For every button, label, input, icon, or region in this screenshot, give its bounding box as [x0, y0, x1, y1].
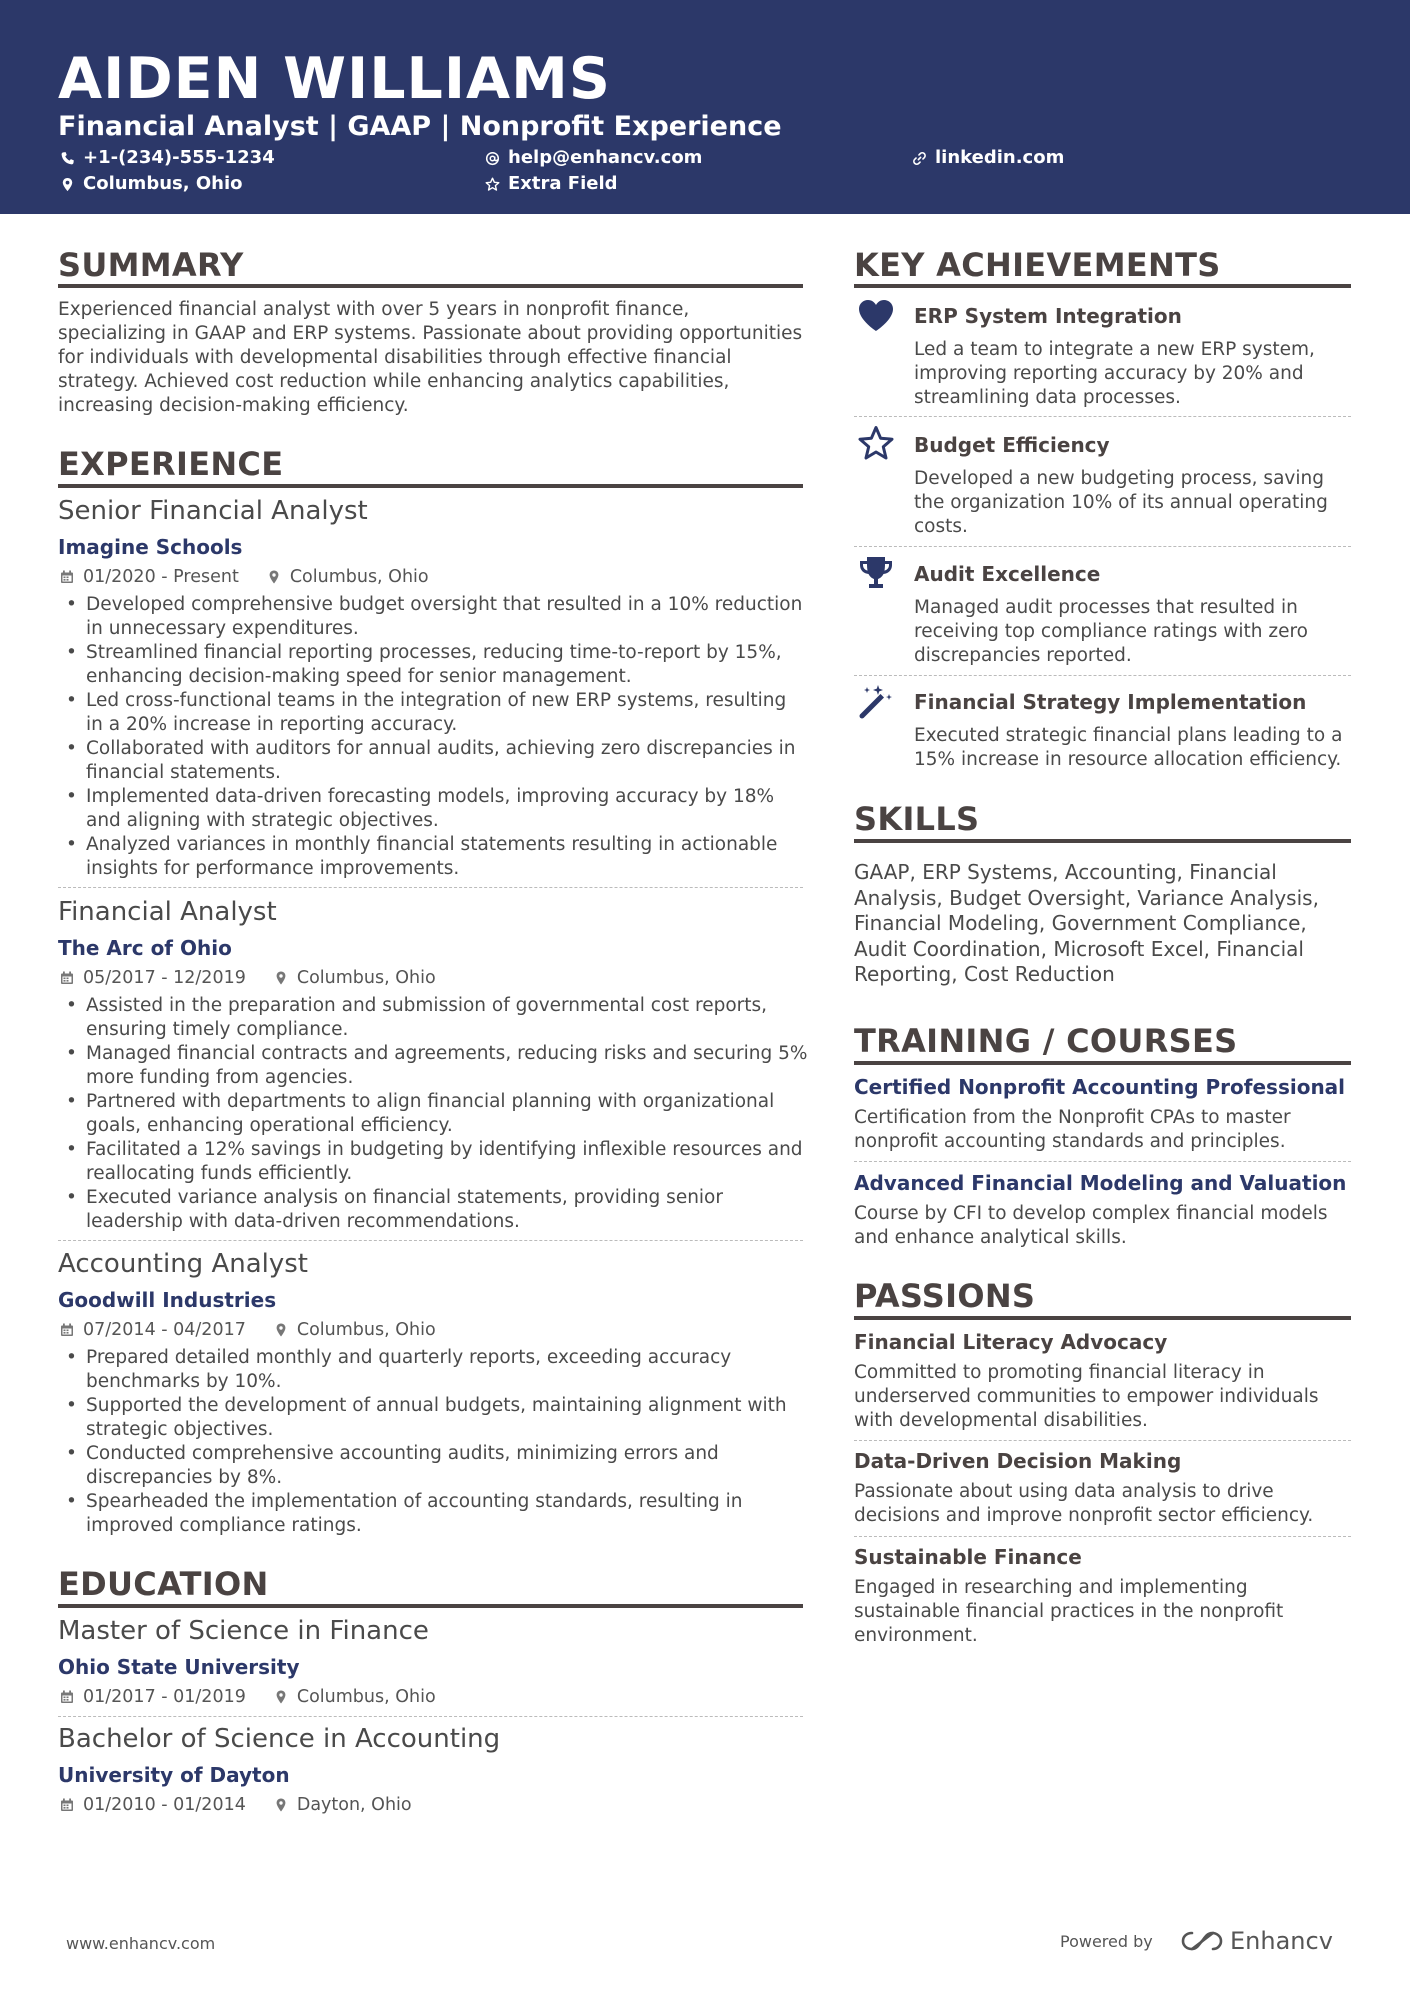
passion-text: Engaged in researching and implementing sustainable financial practices in the nonprofit environment. — [854, 1577, 1284, 1646]
company-name: Goodwill Industries — [58, 1288, 277, 1312]
list-item: • Executed variance analysis on financial statements, providing senior leadership with data-driven recommendations. — [58, 1186, 808, 1234]
training-rule — [854, 1061, 1351, 1065]
skills-rule — [854, 839, 1351, 843]
calendar-icon — [60, 1690, 74, 1704]
education-location: Dayton, Ohio — [296, 1795, 412, 1815]
summary-heading: SUMMARY — [58, 246, 244, 284]
contact-location — [60, 172, 243, 196]
divider — [58, 887, 803, 888]
course-title: Advanced Financial Modeling and Valuation — [854, 1171, 1347, 1195]
divider — [58, 1716, 803, 1717]
divider — [854, 546, 1351, 547]
enhancv-logo[interactable] — [1180, 1926, 1333, 1956]
job-title: Financial Analyst — [58, 897, 277, 927]
list-item: • Managed financial contracts and agreements, reducing risks and securing 5% more funding from agencies. — [58, 1042, 808, 1090]
list-item: • Analyzed variances in monthly financial statements resulting in actionable insights for performance improvements. — [58, 833, 808, 881]
list-item: • Collaborated with auditors for annual audits, achieving zero discrepancies in financial statements. — [58, 737, 808, 785]
location-pin-icon — [267, 570, 281, 584]
list-item: • Partnered with departments to align financial planning with organizational goals, enhancing operational efficiency. — [58, 1090, 808, 1138]
location-pin-icon — [274, 971, 288, 985]
achievement-title: Audit Excellence — [914, 562, 1101, 586]
company-name: Imagine Schools — [58, 535, 243, 559]
list-item: • Prepared detailed monthly and quarterly reports, exceeding accuracy benchmarks by 10%. — [58, 1346, 808, 1394]
resume-header — [0, 0, 1410, 214]
footer-powered-by: Powered by — [1060, 1932, 1153, 1951]
list-item: • Streamlined financial reporting processes, reducing time-to-report by 15%, enhancing decision-making speed for senior management. — [58, 641, 808, 689]
course-text: Course by CFI to develop complex financial models and enhance analytical skills. — [854, 1203, 1328, 1248]
experience-heading: EXPERIENCE — [58, 445, 284, 483]
email-text[interactable]: help@enhancv.com — [508, 147, 703, 168]
list-item: • Conducted comprehensive accounting audits, minimizing errors and discrepancies by 8%. — [58, 1442, 808, 1490]
education-rule — [58, 1604, 803, 1608]
contact-email[interactable] — [485, 146, 702, 170]
magic-wand-icon — [856, 682, 896, 722]
degree-title: Bachelor of Science in Accounting — [58, 1724, 501, 1754]
contact-extra — [485, 172, 618, 196]
calendar-icon — [60, 1323, 74, 1337]
company-name: The Arc of Ohio — [58, 936, 232, 960]
passion-title: Sustainable Finance — [854, 1545, 1082, 1569]
education-dates: 01/2010 - 01/2014 — [83, 1795, 246, 1815]
extra-field-text: Extra Field — [508, 173, 618, 194]
job-meta — [60, 1319, 436, 1341]
job-dates: 01/2020 - Present — [83, 567, 239, 587]
passions-rule — [854, 1316, 1351, 1320]
calendar-icon — [60, 1798, 74, 1812]
list-item: • Implemented data-driven forecasting models, improving accuracy by 18% and aligning with strategic objectives. — [58, 785, 808, 833]
list-item: • Assisted in the preparation and submission of governmental cost reports, ensuring timely compliance. — [58, 994, 808, 1042]
job-title: Accounting Analyst — [58, 1249, 308, 1279]
linkedin-text[interactable]: linkedin.com — [935, 147, 1065, 168]
passion-title: Data-Driven Decision Making — [854, 1449, 1182, 1473]
candidate-headline: Financial Analyst | GAAP | Nonprofit Experience — [58, 111, 782, 142]
job-dates: 05/2017 - 12/2019 — [83, 968, 246, 988]
achievement-text: Developed a new budgeting process, saving the organization 10% of its annual operating costs. — [914, 468, 1328, 537]
job-title: Senior Financial Analyst — [58, 496, 368, 526]
experience-rule — [58, 484, 803, 488]
list-item: • Led cross-functional teams in the integration of new ERP systems, resulting in a 20% increase in reporting accuracy. — [58, 689, 808, 737]
course-title: Certified Nonprofit Accounting Professional — [854, 1075, 1346, 1099]
divider — [854, 1161, 1351, 1162]
location-pin-icon — [274, 1798, 288, 1812]
star-outline-icon — [485, 177, 500, 192]
job-location: Columbus, Ohio — [296, 1320, 436, 1340]
location-text: Columbus, Ohio — [83, 173, 243, 194]
job-meta — [60, 967, 436, 989]
job-location: Columbus, Ohio — [289, 567, 429, 587]
job-meta — [60, 566, 429, 588]
education-heading: EDUCATION — [58, 1565, 269, 1603]
trophy-icon — [856, 553, 896, 593]
footer-website[interactable]: www.enhancv.com — [66, 1934, 216, 1953]
course-text: Certification from the Nonprofit CPAs to master nonprofit accounting standards and principles. — [854, 1107, 1291, 1152]
at-sign-icon — [485, 151, 500, 166]
divider — [854, 1440, 1351, 1441]
education-location: Columbus, Ohio — [296, 1687, 436, 1707]
divider — [854, 1536, 1351, 1537]
list-item: • Supported the development of annual budgets, maintaining alignment with strategic objectives. — [58, 1394, 808, 1442]
link-icon — [912, 151, 927, 166]
calendar-icon — [60, 971, 74, 985]
enhancv-brand-text: Enhancv — [1230, 1927, 1333, 1955]
divider — [58, 1240, 803, 1241]
list-item: • Facilitated a 12% savings in budgeting by identifying inflexible resources and reallocating funds efficiently. — [58, 1138, 808, 1186]
achievements-heading: KEY ACHIEVEMENTS — [854, 246, 1221, 284]
star-icon — [856, 424, 896, 464]
job-bullets — [58, 593, 808, 881]
enhancv-logo-icon — [1180, 1929, 1224, 1953]
degree-title: Master of Science in Finance — [58, 1616, 429, 1646]
school-name: Ohio State University — [58, 1655, 300, 1679]
achievement-text: Managed audit processes that resulted in receiving top compliance ratings with zero discrepancies reported. — [914, 597, 1309, 666]
achievement-title: ERP System Integration — [914, 304, 1182, 328]
heart-icon — [856, 296, 896, 336]
school-name: University of Dayton — [58, 1763, 290, 1787]
divider — [854, 675, 1351, 676]
achievement-title: Budget Efficiency — [914, 433, 1110, 457]
location-pin-icon — [60, 177, 75, 192]
job-location: Columbus, Ohio — [296, 968, 436, 988]
skills-heading: SKILLS — [854, 800, 980, 838]
passions-heading: PASSIONS — [854, 1277, 1036, 1315]
candidate-name: AIDEN WILLIAMS — [58, 46, 611, 112]
summary-rule — [58, 284, 803, 288]
education-meta — [60, 1686, 436, 1708]
list-item: • Developed comprehensive budget oversight that resulted in a 10% reduction in unnecessary expenditures. — [58, 593, 808, 641]
phone-text: +1-(234)-555-1234 — [83, 147, 275, 168]
education-meta — [60, 1794, 412, 1816]
skills-list: GAAP, ERP Systems, Accounting, Financial Analysis, Budget Oversight, Variance Analysis, Financial Modeling, Government Compliance, Audit Coordination, Microsoft Excel, Financial Reporting, Cost Reduction — [854, 860, 1319, 986]
job-bullets — [58, 994, 808, 1234]
job-bullets — [58, 1346, 808, 1538]
passion-title: Financial Literacy Advocacy — [854, 1330, 1168, 1354]
training-heading: TRAINING / COURSES — [854, 1022, 1238, 1060]
passion-text: Passionate about using data analysis to drive decisions and improve nonprofit sector efficiency. — [854, 1481, 1314, 1526]
job-dates: 07/2014 - 04/2017 — [83, 1320, 246, 1340]
location-pin-icon — [274, 1323, 288, 1337]
list-item: • Spearheaded the implementation of accounting standards, resulting in improved compliance ratings. — [58, 1490, 808, 1538]
location-pin-icon — [274, 1690, 288, 1704]
calendar-icon — [60, 570, 74, 584]
achievement-text: Executed strategic financial plans leading to a 15% increase in resource allocation efficiency. — [914, 725, 1343, 770]
summary-text: Experienced financial analyst with over 5 years in nonprofit finance, specializing in GAAP and ERP systems. Passionate about providing opportunities for individuals with developmental disabilities through effective financial strategy. Achieved cost reduction while enhancing analytics capabilities, increasing decision-making efficiency. — [58, 299, 803, 416]
achievements-rule — [854, 284, 1351, 288]
achievement-text: Led a team to integrate a new ERP system, improving reporting accuracy by 20% and streamlining data processes. — [914, 339, 1315, 408]
contact-linkedin[interactable] — [912, 146, 1064, 170]
education-dates: 01/2017 - 01/2019 — [83, 1687, 246, 1707]
phone-icon — [60, 151, 75, 166]
divider — [854, 416, 1351, 417]
passion-text: Committed to promoting financial literacy in underserved communities to empower individuals with developmental disabilities. — [854, 1362, 1319, 1431]
contact-phone — [60, 146, 275, 170]
achievement-title: Financial Strategy Implementation — [914, 690, 1307, 714]
